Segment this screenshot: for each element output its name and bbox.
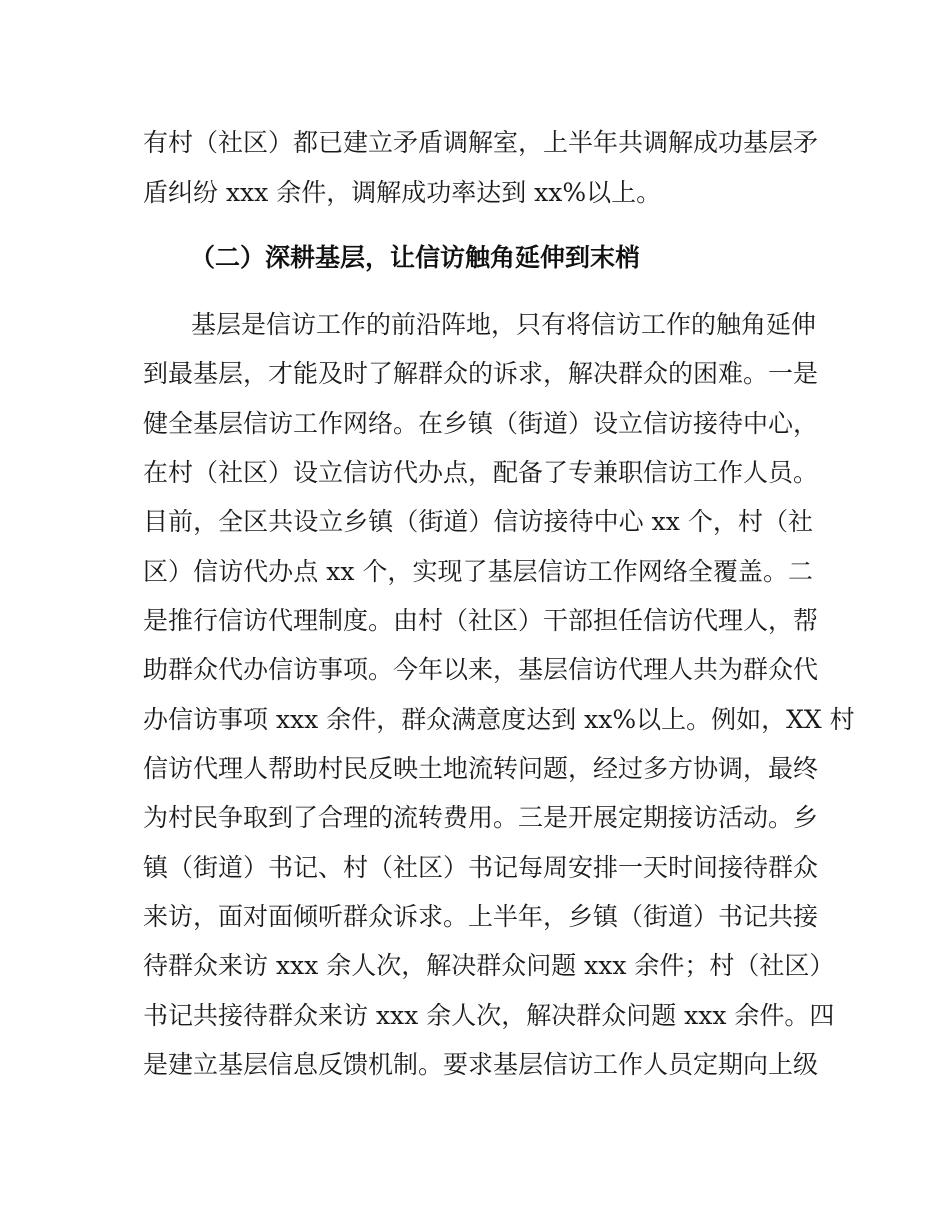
paragraph-line: 盾纠纷 xxx 余件，调解成功率达到 xx%以上。 bbox=[143, 178, 662, 207]
paragraph-line: 书记共接待群众来访 xxx 余人次，解决群众问题 xxx 余件。四 bbox=[143, 1001, 835, 1030]
section-heading: （二）深耕基层，让信访触角延伸到末梢 bbox=[190, 243, 641, 272]
paragraph-line: 助群众代办信访事项。今年以来，基层信访代理人共为群众代 bbox=[143, 655, 819, 684]
paragraph-line: 来访，面对面倾听群众诉求。上半年，乡镇（街道）书记共接 bbox=[143, 902, 819, 931]
paragraph-line: 有村（社区）都已建立矛盾调解室，上半年共调解成功基层矛 bbox=[143, 128, 819, 157]
paragraph-line: 区）信访代办点 xx 个，实现了基层信访工作网络全覆盖。二 bbox=[143, 557, 813, 586]
paragraph-line: 信访代理人帮助村民反映土地流转问题，经过多方协调，最终 bbox=[143, 754, 819, 783]
paragraph-line: 目前，全区共设立乡镇（街道）信访接待中心 xx 个，村（社 bbox=[143, 507, 813, 536]
paragraph-line: 是推行信访代理制度。由村（社区）干部担任信访代理人，帮 bbox=[143, 606, 819, 635]
paragraph-line: 健全基层信访工作网络。在乡镇（街道）设立信访接待中心， bbox=[143, 409, 819, 438]
paragraph-line: 到最基层，才能及时了解群众的诉求，解决群众的困难。一是 bbox=[143, 359, 819, 388]
paragraph-line: 镇（街道）书记、村（社区）书记每周安排一天时间接待群众 bbox=[143, 853, 819, 882]
paragraph-line: 为村民争取到了合理的流转费用。三是开展定期接访活动。乡 bbox=[143, 803, 819, 832]
paragraph-line: 是建立基层信息反馈机制。要求基层信访工作人员定期向上级 bbox=[143, 1050, 819, 1079]
paragraph-line: 办信访事项 xxx 余件，群众满意度达到 xx%以上。例如，XX 村 bbox=[143, 705, 855, 734]
paragraph-line: 待群众来访 xxx 余人次，解决群众问题 xxx 余件；村（社区） bbox=[143, 951, 835, 980]
paragraph-line: 在村（社区）设立信访代办点，配备了专兼职信访工作人员。 bbox=[143, 458, 819, 487]
paragraph-line: 基层是信访工作的前沿阵地，只有将信访工作的触角延伸 bbox=[191, 310, 817, 339]
